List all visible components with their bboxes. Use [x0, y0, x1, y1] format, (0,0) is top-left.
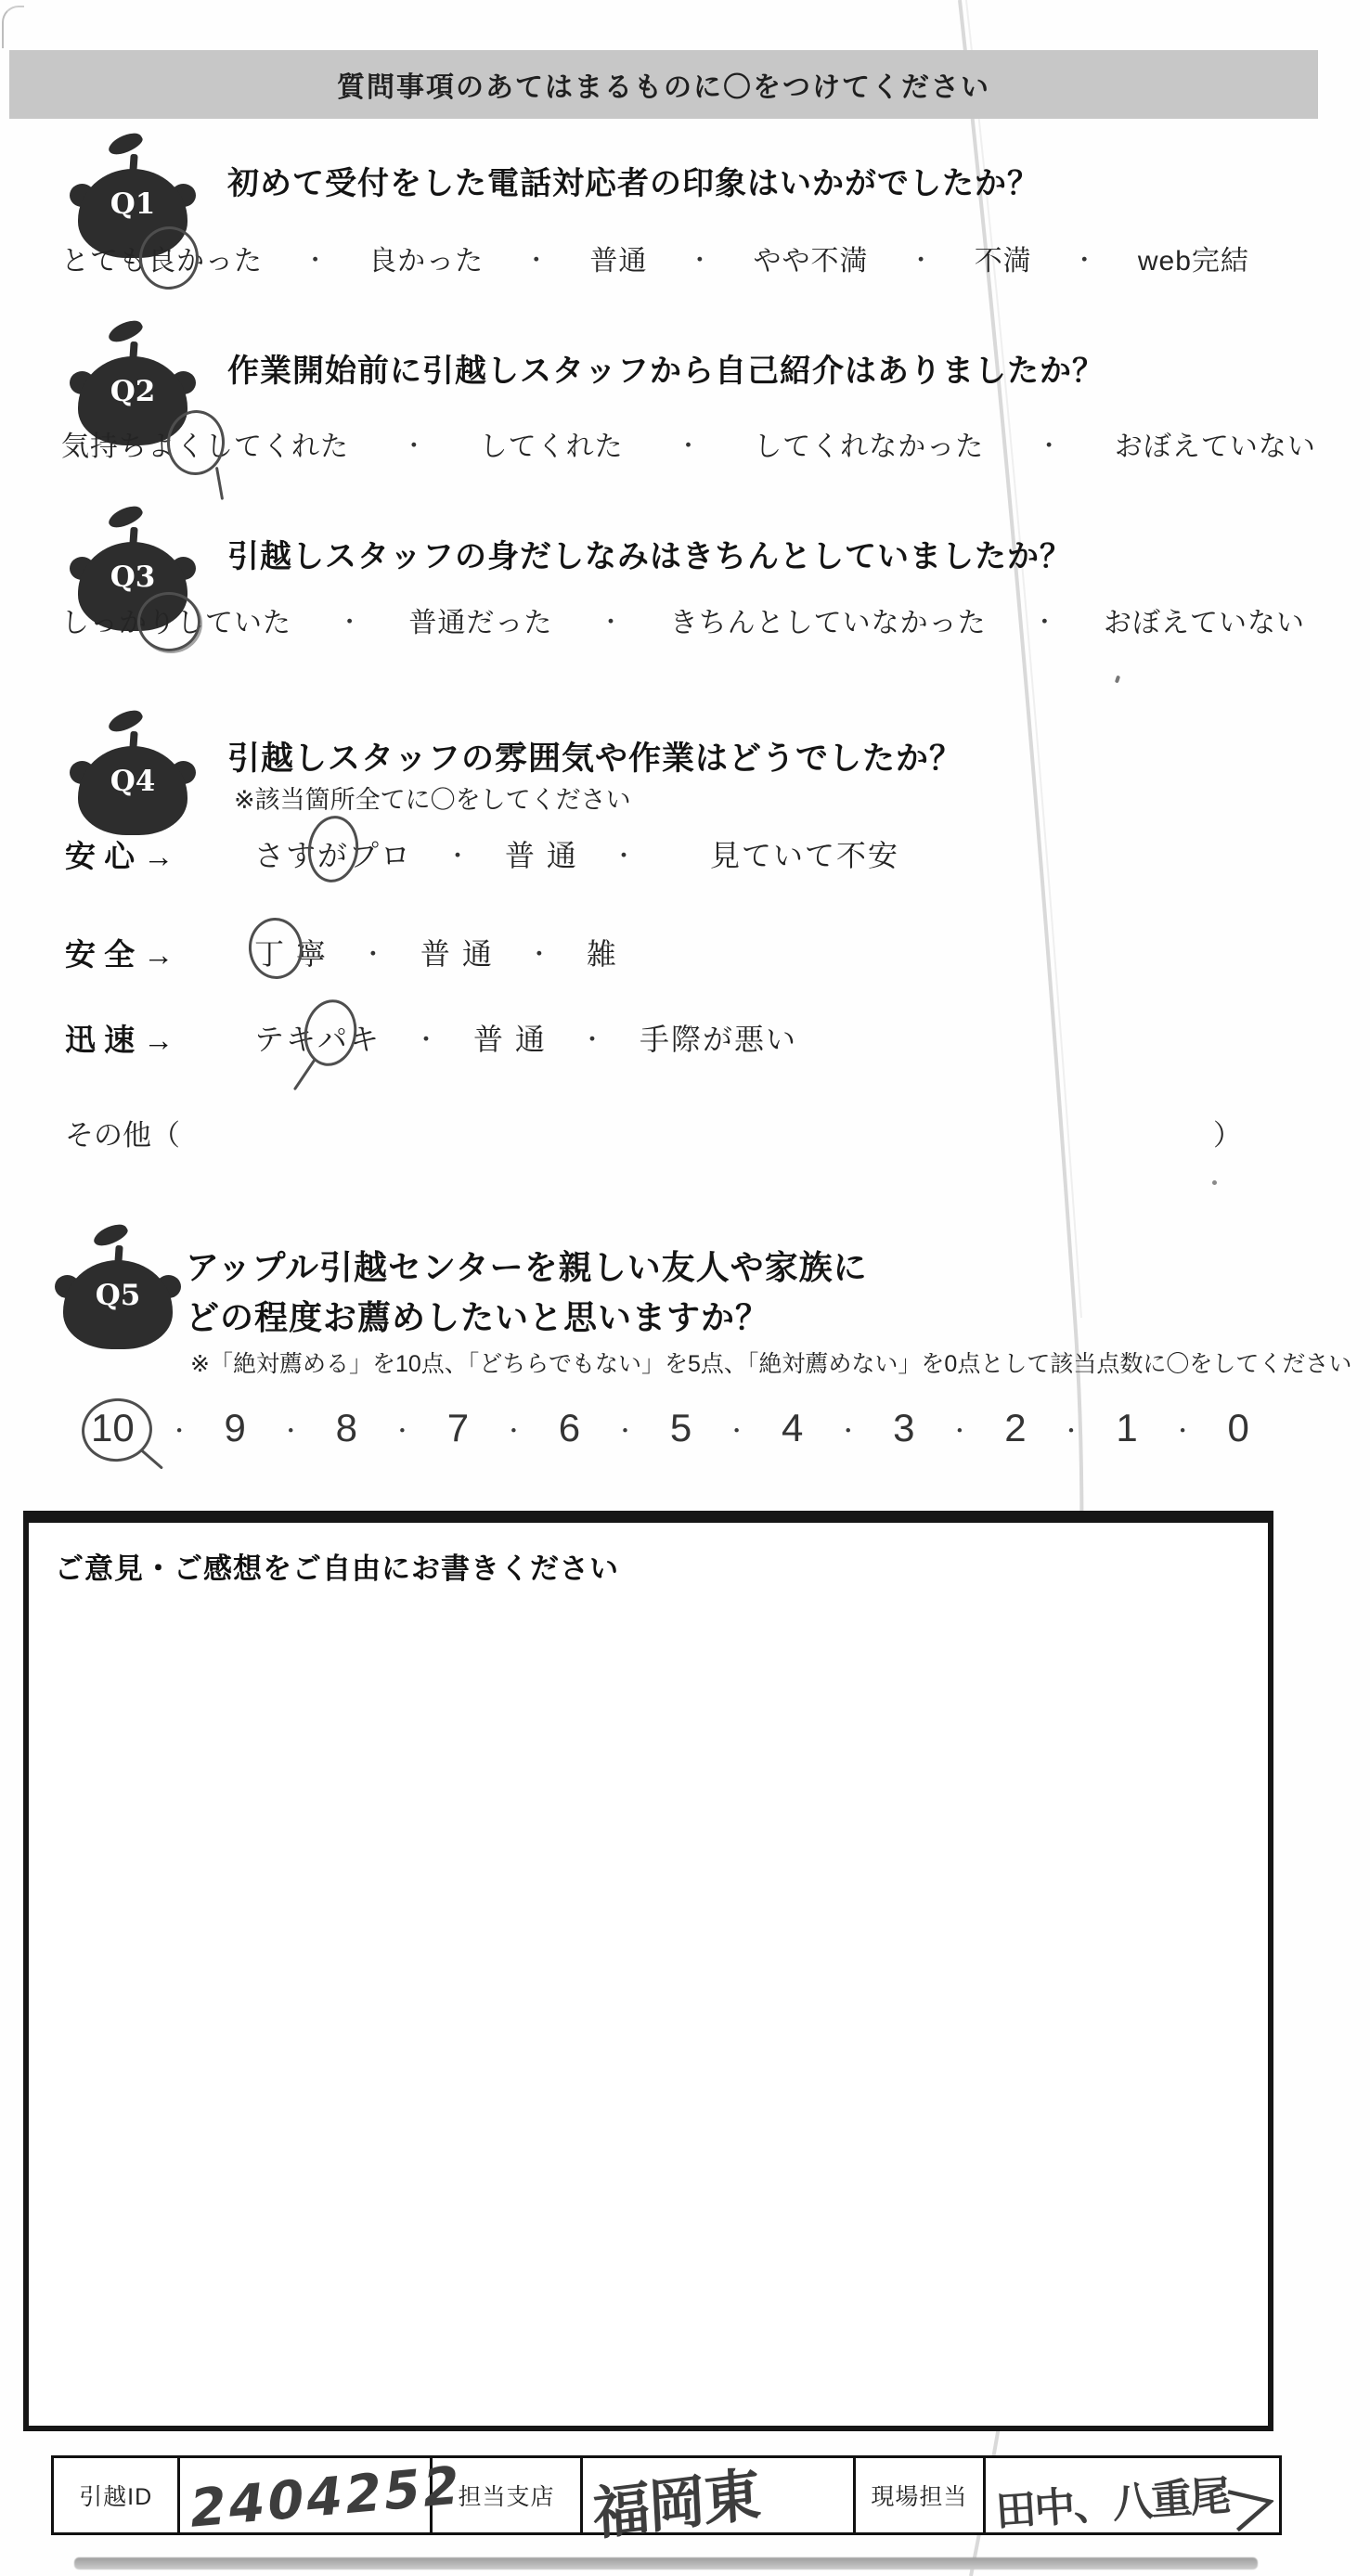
handwritten-flourish: ＞: [1219, 2469, 1287, 2544]
q4-anzen-option-circled: [254, 931, 328, 973]
q4-option-label: 丁 寧: [254, 937, 328, 971]
q5-scale-row: [91, 1401, 1249, 1455]
comment-box: [23, 1511, 1273, 2431]
option-separator: ・: [446, 841, 472, 869]
q4-row-jinsoku: [65, 1011, 797, 1063]
q5-note: ※「絶対薦める」を10点、「どちらでもない」を5点、「絶対薦めない」を0点として該当点数に〇をしてください: [190, 1351, 1352, 1377]
scan-corner-artifact: [2, 6, 24, 48]
q5-score-label: 10: [91, 1406, 135, 1449]
q5-score: 3: [893, 1406, 915, 1449]
header-title: 質問事項のあてはまるものに〇をつけてください: [337, 72, 990, 103]
q2-option: してくれなかった: [754, 431, 985, 462]
q4-note: ※該当箇所全てに〇をしてください: [234, 786, 631, 814]
score-separator: ・: [279, 1418, 303, 1444]
handwritten-moving-id: 2404252: [186, 2454, 466, 2540]
option-separator: ・: [676, 431, 702, 459]
leaf-icon: [106, 705, 145, 737]
leaf-icon: [91, 1219, 130, 1251]
option-separator: ・: [579, 1024, 606, 1053]
q4-row-label: 安 全 →: [65, 936, 174, 972]
leaf-icon: [106, 128, 145, 160]
handwritten-site-staff: 田中、八重尾: [993, 2472, 1231, 2536]
footer-label-text: 現場担当: [871, 2484, 968, 2510]
q2-title: 作業開始前に引越しスタッフから自己紹介はありましたか？: [227, 354, 1105, 389]
q1-option: web完結: [1137, 246, 1249, 277]
option-separator: ・: [1037, 431, 1063, 459]
q1-option-circled: [61, 238, 263, 278]
q2-option-label: 気持ちよくしてくれた: [61, 431, 349, 462]
q4-anzen-option: 普 通: [420, 937, 494, 971]
q4-badge-label: Q4: [110, 765, 156, 798]
leaf-icon: [106, 316, 145, 347]
q4-jinsoku-option: 普 通: [473, 1023, 547, 1056]
q4-other-close-paren: ）: [1213, 1118, 1242, 1152]
q5-score: 8: [335, 1406, 357, 1449]
q5-score: 4: [782, 1406, 804, 1449]
option-separator: ・: [337, 607, 363, 636]
q2-option: おぼえていない: [1114, 431, 1316, 462]
option-separator: ・: [909, 245, 935, 274]
q4-option-label: さすがプロ: [254, 839, 413, 872]
footer-table: [51, 2454, 1287, 2548]
score-separator: ・: [1171, 1418, 1195, 1444]
q1-option: 良かった: [368, 246, 485, 277]
footer-label-text: 担当支店: [458, 2484, 555, 2510]
q2-option-circled: [61, 423, 349, 464]
score-separator: ・: [502, 1418, 525, 1444]
q4-row-anshin: [65, 828, 899, 880]
q4-jinsoku-option-circled: [254, 1016, 381, 1059]
q3-option: おぼえていない: [1103, 608, 1305, 638]
option-separator: ・: [414, 1024, 441, 1053]
q1-title: 初めて受付をした電話対応者の印象はいかがでしたか？: [227, 166, 1040, 201]
leaf-icon: [106, 501, 145, 533]
q4-option-label: テキパキ: [254, 1023, 381, 1056]
option-separator: ・: [611, 841, 638, 869]
q4-row-label: 安 心 →: [65, 838, 174, 873]
score-separator: ・: [948, 1418, 971, 1444]
score-separator: ・: [168, 1418, 191, 1444]
scan-speck: [1212, 1180, 1217, 1185]
q3-option-circled: [61, 599, 291, 640]
q1-option: やや不満: [753, 246, 869, 277]
scan-shadow: [74, 2557, 1258, 2570]
option-separator: ・: [1032, 607, 1058, 636]
option-separator: ・: [401, 431, 427, 459]
q3-badge-label: Q3: [110, 560, 156, 594]
score-separator: ・: [391, 1418, 414, 1444]
q4-anshin-option-circled: [254, 832, 412, 875]
q3-options-row: [61, 596, 1305, 644]
q5-score: 9: [224, 1406, 246, 1449]
score-separator: ・: [1059, 1418, 1082, 1444]
footer-value-branch: [583, 2458, 856, 2548]
q4-jinsoku-option: 手際が悪い: [639, 1023, 797, 1056]
option-separator: ・: [303, 245, 329, 274]
q2-option: してくれた: [479, 431, 624, 462]
comment-box-content: [55, 1597, 1242, 2407]
option-separator: ・: [523, 245, 549, 274]
q5-score: 5: [669, 1406, 692, 1449]
q5-score: 0: [1227, 1406, 1249, 1449]
q5-score: 2: [1004, 1406, 1027, 1449]
q2-options-row: [61, 419, 1316, 468]
q5-score-circled: [91, 1406, 135, 1450]
q4-other-label: その他（: [65, 1118, 180, 1152]
footer-label-moving-id: [54, 2458, 180, 2532]
q5-score: 1: [1116, 1406, 1138, 1449]
q1-options-row: [61, 234, 1249, 282]
q4-other-row: [65, 1108, 1242, 1156]
option-separator: ・: [360, 939, 387, 968]
q4-anshin-option: 普 通: [505, 839, 578, 872]
q3-title: 引越しスタッフの身だしなみはきちんとしていましたか？: [227, 539, 1072, 574]
q2-badge-label: Q2: [110, 375, 156, 408]
q1-option: 不満: [974, 246, 1032, 277]
comment-box-title: ご意見・ご感想をご自由にお書きください: [55, 1552, 619, 1585]
q3-option: きちんとしていなかった: [669, 608, 987, 638]
footer-value-moving-id: [180, 2454, 466, 2540]
q4-anshin-option: 見ていて不安: [709, 839, 899, 872]
q5-title-line1: アップル引越センターを親しい友人や家族に: [186, 1248, 868, 1286]
q4-title: 引越しスタッフの雰囲気や作業はどうでしたか？: [227, 741, 963, 777]
q5-badge-label: Q5: [95, 1279, 141, 1312]
q4-row-anzen: [65, 926, 618, 978]
header-bar: [9, 50, 1318, 119]
q3-option: 普通だった: [408, 608, 553, 638]
footer-value-site-staff: [986, 2458, 1287, 2544]
score-separator: ・: [836, 1418, 859, 1444]
handwritten-branch: 福岡東: [590, 2459, 761, 2548]
q5-title-line2: どの程度お薦めしたいと思いますか？: [186, 1298, 770, 1336]
q1-option-label: とても良かった: [61, 246, 263, 277]
q1-badge-label: Q1: [110, 187, 156, 221]
q4-anzen-option: 雑: [586, 937, 618, 971]
score-separator: ・: [725, 1418, 748, 1444]
q4-row-label: 迅 速 →: [65, 1022, 174, 1057]
q1-option: 普通: [589, 246, 648, 277]
option-separator: ・: [598, 607, 624, 636]
q3-option-label: しっかりしていた: [61, 608, 291, 638]
q5-score: 6: [558, 1406, 581, 1449]
q5-mascot-badge-icon: [58, 1221, 180, 1353]
option-separator: ・: [1072, 245, 1098, 274]
footer-label-site-staff: [856, 2458, 986, 2532]
q4-mascot-badge-icon: [72, 707, 195, 839]
scan-speck: [1115, 676, 1120, 684]
q5-score: 7: [446, 1406, 470, 1449]
option-separator: ・: [526, 939, 553, 968]
score-separator: ・: [614, 1418, 637, 1444]
option-separator: ・: [687, 245, 713, 274]
footer-label-text: 引越ID: [79, 2484, 153, 2510]
